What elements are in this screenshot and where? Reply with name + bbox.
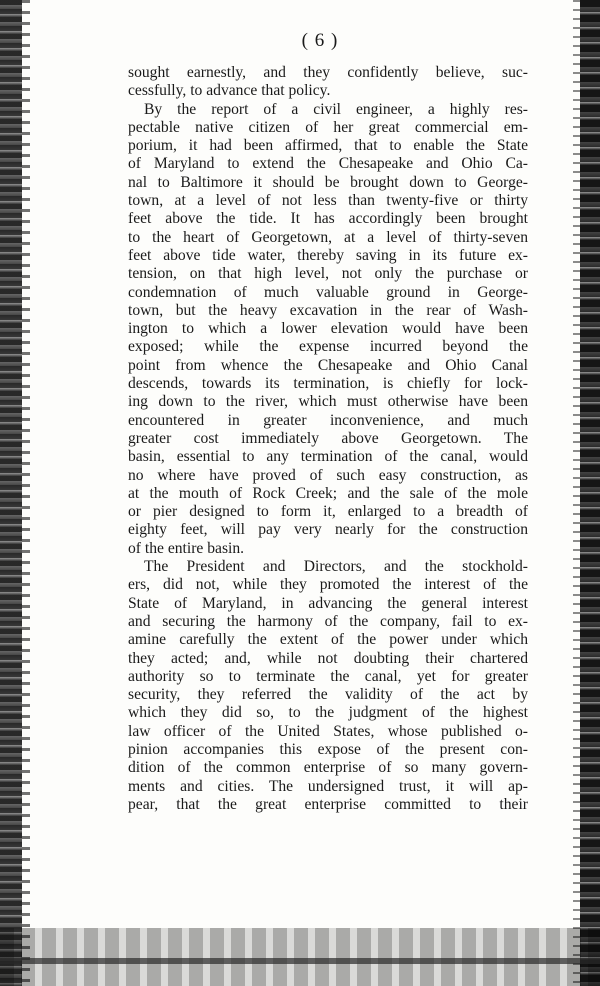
- text-line: basin, essential to any termination of the canal, would: [128, 448, 528, 466]
- text-line: encountered in greater inconvenience, and much: [128, 411, 528, 429]
- text-line: condemnation of much valuable ground in George-: [128, 283, 528, 301]
- text-line: point from whence the Chesapeake and Ohio Canal: [128, 356, 528, 374]
- text-line: of the entire basin.: [128, 539, 245, 557]
- text-line: cessfully, to advance that policy.: [128, 82, 331, 100]
- text-line: pinion accompanies this expose of the present con-: [128, 740, 528, 758]
- binding-shadow-left: [22, 0, 30, 986]
- text-line: to the heart of Georgetown, at a level of thirty-seven: [128, 228, 528, 246]
- text-line: sought earnestly, and they confidently believe, suc-: [128, 64, 528, 81]
- text-line: which they did so, to the judgment of the highest: [128, 704, 528, 722]
- text-line: nal to Baltimore it should be brought down to George-: [128, 173, 528, 191]
- text-line: authority so to terminate the canal, yet for greater: [128, 667, 528, 685]
- text-line: pectable native citizen of her great commercial em-: [128, 118, 528, 136]
- page-edge-bottom: [0, 928, 600, 986]
- text-line: or pier designed to form it, enlarged to a breadth of: [128, 503, 528, 521]
- page-edge-bottom-band: [0, 958, 600, 964]
- body-text: [128, 64, 528, 814]
- binding-edge-left: [0, 0, 22, 986]
- text-line: State of Maryland, in advancing the general interest: [128, 594, 528, 612]
- text-line: exposed; while the expense incurred beyond the: [128, 338, 528, 356]
- text-line: tension, on that high level, not only the purchase or: [128, 265, 528, 283]
- text-line: law officer of the United States, whose published o-: [128, 722, 528, 740]
- text-line: ers, did not, while they promoted the interest of the: [128, 576, 528, 594]
- text-line: The President and Directors, and the stockhold-: [144, 558, 528, 576]
- text-line: feet above the tide. It has accordingly been brought: [128, 210, 528, 228]
- text-line: descends, towards its termination, is chiefly for lock-: [128, 375, 528, 393]
- text-line: By the report of a civil engineer, a highly res-: [144, 100, 528, 118]
- text-line: no where have proved of such easy construction, as: [128, 466, 528, 484]
- text-line: eighty feet, will pay very nearly for the construction: [128, 521, 528, 539]
- text-line: and securing the harmony of the company, fail to ex-: [128, 612, 528, 630]
- text-line: dition of the common enterprise of so many govern-: [128, 759, 528, 777]
- text-line: porium, it had been affirmed, that to enable the State: [128, 137, 528, 155]
- text-line: security, they referred the validity of the act by: [128, 686, 528, 704]
- text-line: at the mouth of Rock Creek; and the sale of the mole: [128, 484, 528, 502]
- text-line: town, at a level of not less than twenty-five or thirty: [128, 192, 528, 210]
- text-line: ments and cities. The undersigned trust, it will ap-: [128, 777, 528, 795]
- text-line: town, but the heavy excavation in the rear of Wash-: [128, 301, 528, 319]
- page-edge-right: [580, 0, 600, 986]
- text-line: pear, that the great enterprise committed to their: [128, 795, 528, 813]
- text-line: they acted; and, while not doubting their chartered: [128, 649, 528, 667]
- text-line: feet above tide water, thereby saving in its future ex-: [128, 246, 528, 264]
- text-line: ington to which a lower elevation would have been: [128, 320, 528, 338]
- text-line: of Maryland to extend the Chesapeake and Ohio Ca-: [128, 155, 528, 173]
- text-line: ing down to the river, which must otherwise have been: [128, 393, 528, 411]
- page-number: ( 6 ): [301, 30, 339, 51]
- page-shadow-right: [573, 0, 580, 986]
- text-line: amine carefully the extent of the power under which: [128, 631, 528, 649]
- text-line: greater cost immediately above Georgetown. The: [128, 429, 528, 447]
